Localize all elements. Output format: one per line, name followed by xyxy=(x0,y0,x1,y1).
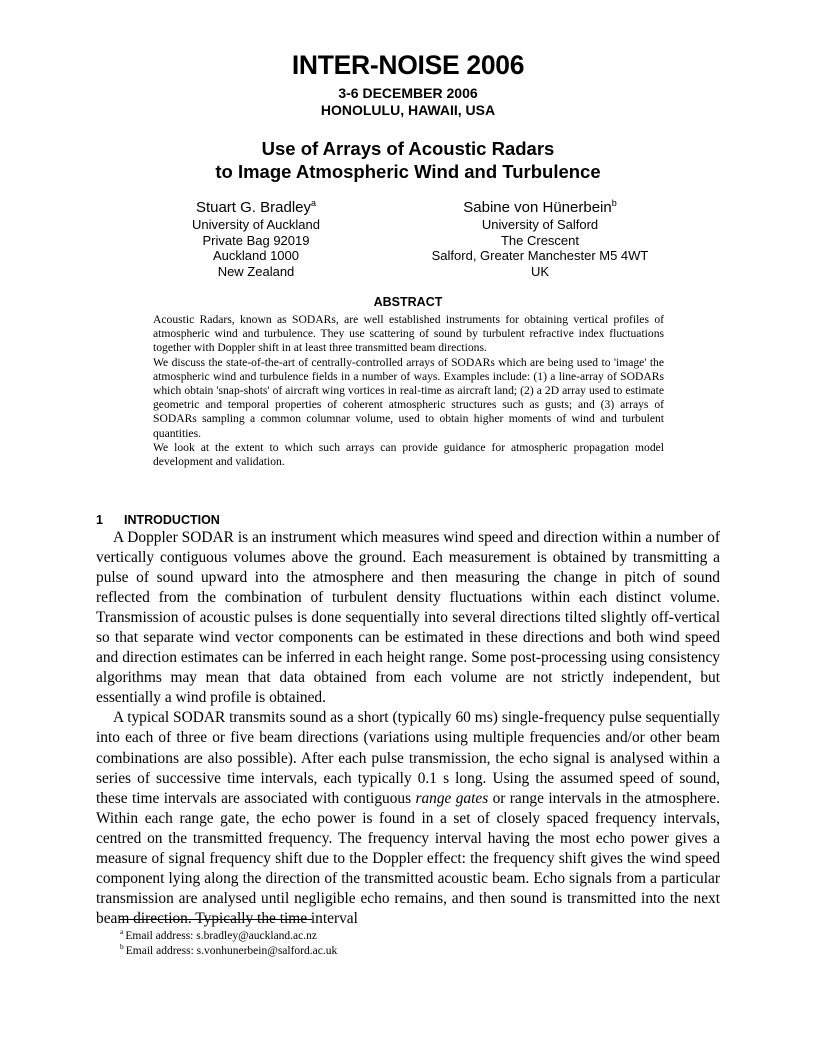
footnote-text: Email address: s.vonhunerbein@salford.ac.uk xyxy=(125,944,338,957)
footnote-item xyxy=(120,941,338,959)
abstract-paragraph: We discuss the state-of-the-art of centrally-controlled arrays of SODARs which are being used to 'image' the atmospheric wind and turbulence fields in a number of ways. Examples include: (1) a line-array of SODARs which obtain 'snap-shots' of aircraft wing vortices in real-time as aircraft land; (2) a 2D array used to estimate geometric and temporal properties of coherent atmospheric structures such as gusts; and (3) arrays of SODARs sampling a common columnar volume, used to obtain higher moments of wind and turbulent quantities. xyxy=(153,355,664,440)
footnote-divider xyxy=(120,919,312,920)
abstract-body xyxy=(153,313,664,469)
emphasized-term: range gates xyxy=(415,789,489,807)
section-title: INTRODUCTION xyxy=(124,513,220,527)
body-paragraph: A typical SODAR transmits sound as a short (typically 60 ms) single-frequency pulse sequentially into each of three or five beam directions (variations using multiple frequencies and/or other beam combinations are also possible). After each pulse transmission, the echo signal is analysed within a series of successive time intervals, each typically 0.1 s long. Using the assumed speed of sound, these time intervals are associated with contiguous range gates or range intervals in the atmosphere. Within each range gate, the echo power is found in a set of closely spaced frequency intervals, centred on the transmitted frequency. The frequency interval having the most echo power gives a measure of signal frequency shift due to the Doppler effect: the frequency shift gives the wind speed component lying along the direction of the transmitted acoustic beam. Echo signals from a particular transmission are analysed until negligible echo remains, and then sound is transmitted into the next beam direction. Typically the time interval xyxy=(96,709,720,927)
footnotes xyxy=(120,929,337,958)
author-affiliation-line: University of Auckland xyxy=(192,217,320,232)
conference-title: INTER-NOISE 2006 xyxy=(291,50,525,80)
paper-title xyxy=(0,137,816,183)
footnote-marker: a xyxy=(120,927,124,937)
section-heading-introduction xyxy=(96,513,220,527)
author-affiliation-line: UK xyxy=(530,263,550,279)
abstract-heading: ABSTRACT xyxy=(373,295,443,309)
paper-title-line-2: to Image Atmospheric Wind and Turbulence xyxy=(215,161,601,182)
paper-title-line-1: Use of Arrays of Acoustic Radars xyxy=(261,138,555,159)
abstract-paragraph: Acoustic Radars, known as SODARs, are well established instruments for obtaining vertical profiles of atmospheric wind and turbulence. They use scattering of sound by turbulent refractive index fluctuations together with Doppler shift in at least three transmitted beam directions. xyxy=(153,313,664,355)
introduction-body xyxy=(96,528,720,929)
author-affiliation-line: Private Bag 92019 xyxy=(202,232,310,248)
author-name: Stuart G. Bradley$^a$ xyxy=(195,198,317,216)
author-marker: a xyxy=(311,198,317,208)
author-affiliation-line: New Zealand xyxy=(217,263,295,279)
abstract-paragraph: We look at the extent to which such arrays can provide guidance for atmospheric propagation model development and validation. xyxy=(153,440,664,469)
author-name: Sabine von Hünerbein$^b$ xyxy=(463,198,617,216)
author-affiliation-line: Auckland 1000 xyxy=(212,248,299,263)
footnote-marker: b xyxy=(120,941,124,951)
footnote-item xyxy=(120,929,337,944)
conference-date: 3-6 DECEMBER 2006 xyxy=(338,85,478,101)
footnote-text: Email address: s.bradley@auckland.ac.nz xyxy=(125,930,317,942)
author-affiliation-line: The Crescent xyxy=(500,232,580,248)
author-block-2 xyxy=(410,198,670,279)
author-affiliation-line: Salford, Greater Manchester M5 4WT xyxy=(431,248,649,263)
author-block-1 xyxy=(156,198,356,279)
author-affiliation-line: University of Salford xyxy=(481,217,599,232)
conference-location: HONOLULU, HAWAII, USA xyxy=(320,102,496,118)
author-marker: b xyxy=(611,198,617,208)
section-number: 1 xyxy=(96,513,103,527)
body-paragraph: A Doppler SODAR is an instrument which measures wind speed and direction within a number of vertically contiguous volumes above the ground. Each measurement is obtained by transmitting a pulse of sound upward into the atmosphere and then measuring the change in pitch of sound reflected from the combination of turbulent density fluctuations within each distinct volume. Transmission of acoustic pulses is done sequentially into several directions tilted slightly off-vertical so that separate wind vector components can be estimated in these directions and both wind speed and direction estimates can be inferred in each height range. Some post-processing using consistency algorithms may mean that data obtained from each volume are not strictly independent, but essentially a wind profile is obtained. xyxy=(96,529,720,707)
